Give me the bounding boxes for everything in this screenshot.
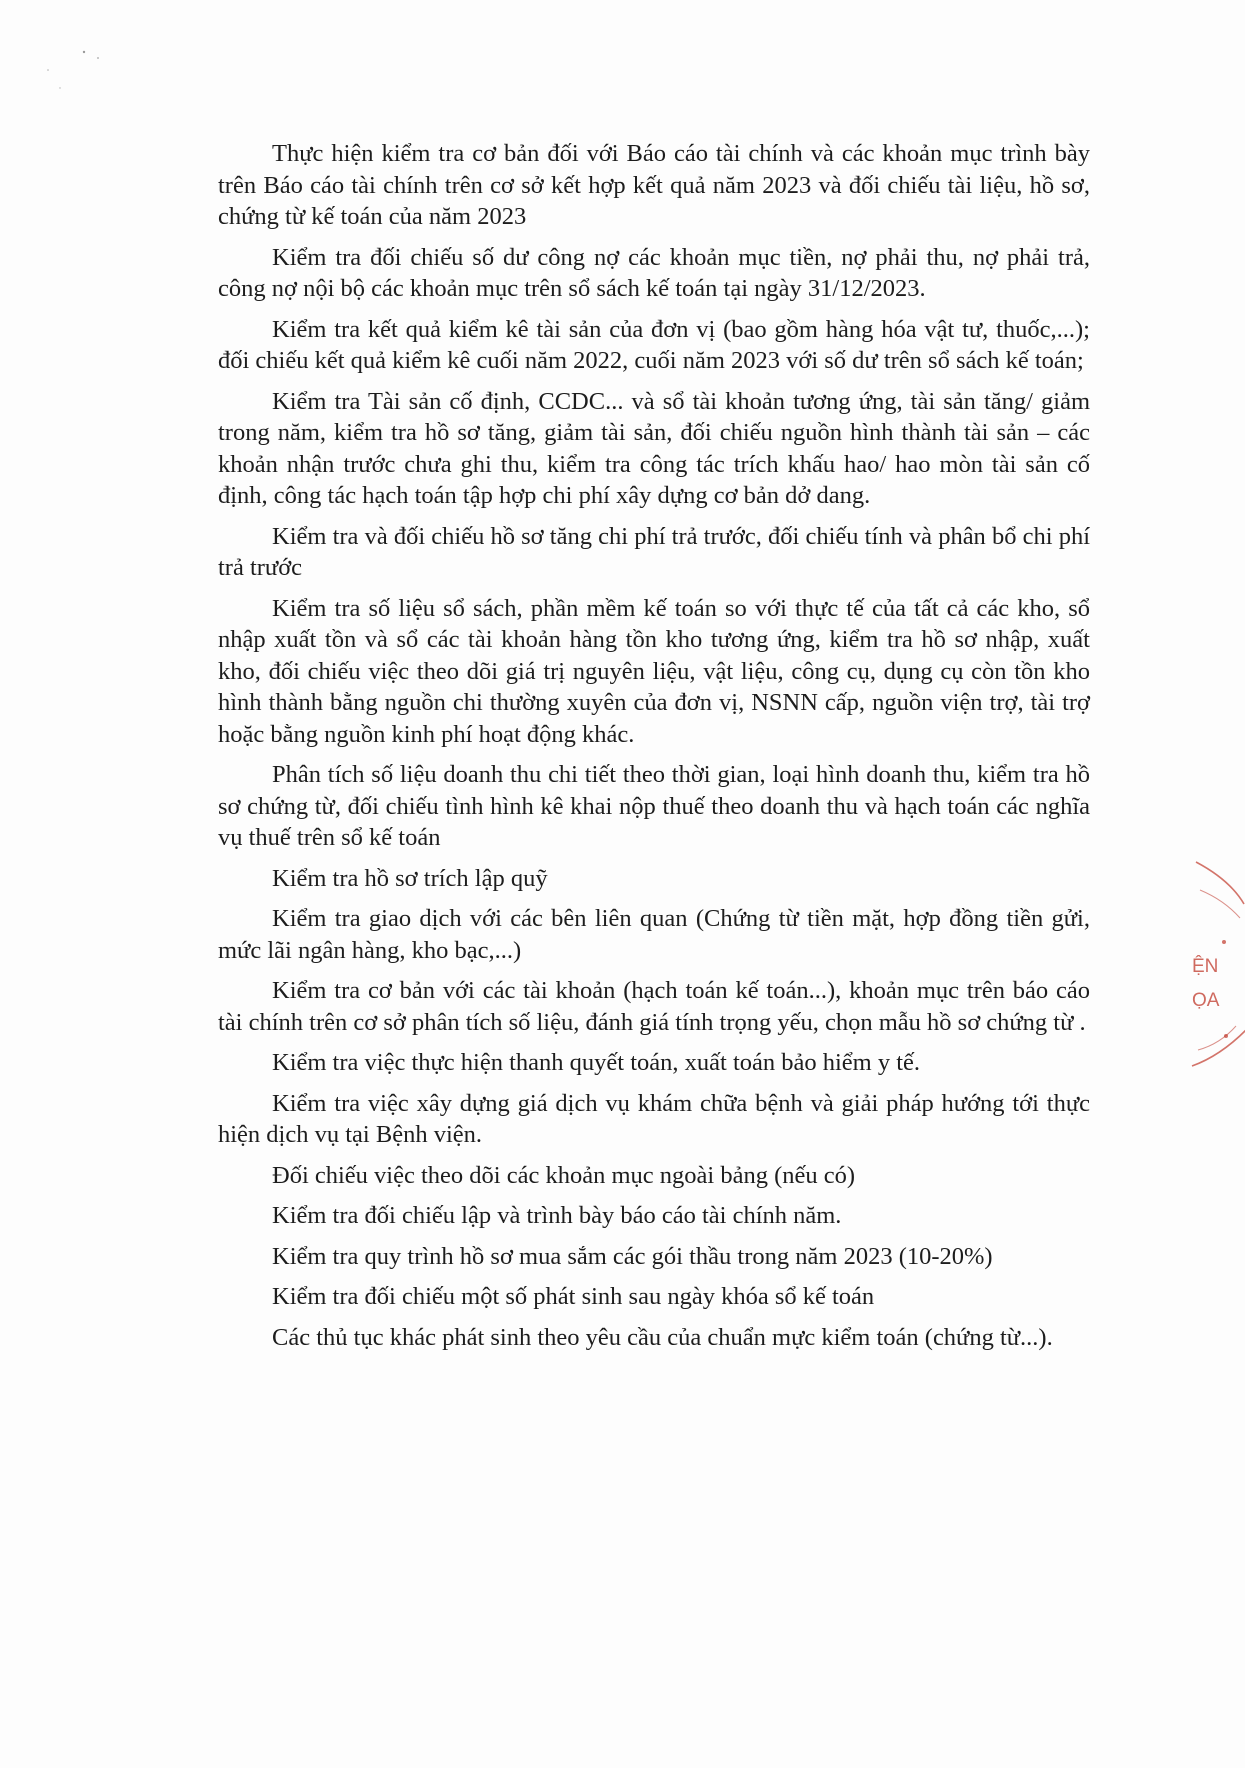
scan-specks — [40, 48, 120, 108]
paragraph: Kiểm tra kết quả kiểm kê tài sản của đơn vị (bao gồm hàng hóa vật tư, thuốc,...); đối chiếu kết quả kiểm kê cuối năm 2022, cuối năm 2023 với số dư trên sổ sách kế toán; — [218, 315, 1090, 374]
paragraph: Kiểm tra số liệu sổ sách, phần mềm kế toán so với thực tế của tất cả các kho, sổ nhập xuất tồn và sổ các tài khoản hàng tồn kho tương ứng, kiểm tra hồ sơ nhập, xuất kho, đối chiếu việc theo dõi giá trị nguyên liệu, vật liệu, công cụ, dụng cụ còn tồn kho hình thành bằng nguồn chi thường xuyên của đơn vị, NSNN cấp, nguồn viện trợ, tài trợ hoặc bằng nguồn kinh phí hoạt động khác. — [218, 594, 1090, 748]
paragraph: Kiểm tra việc thực hiện thanh quyết toán, xuất toán bảo hiểm y tế. — [272, 1049, 921, 1076]
paragraph: Kiểm tra Tài sản cố định, CCDC... và sổ tài khoản tương ứng, tài sản tăng/ giảm trong năm, kiểm tra hồ sơ tăng, giảm tài sản, đối chiếu nguồn hình thành tài sản – các khoản nhận trước chưa ghi thu, kiểm tra công tác trích khấu hao/ hao mòn tài sản cố định, công tác hạch toán tập hợp chi phí xây dựng cơ bản dở dang. — [218, 387, 1090, 509]
paragraph: Phân tích số liệu doanh thu chi tiết theo thời gian, loại hình doanh thu, kiểm tra hồ sơ chứng từ, đối chiếu tình hình kê khai nộp thuế theo doanh thu và hạch toán các nghĩa vụ thuế trên sổ kế toán — [218, 761, 1090, 851]
paragraph: Kiểm tra đối chiếu lập và trình bày báo cáo tài chính năm. — [272, 1202, 842, 1229]
paragraph: Kiểm tra đối chiếu một số phát sinh sau ngày khóa sổ kế toán — [272, 1283, 875, 1310]
stamp-text-line2: ỌA — [1192, 990, 1220, 1011]
stamp-text-line1: ỆN — [1192, 956, 1219, 977]
paragraph: Kiểm tra giao dịch với các bên liên quan (Chứng từ tiền mặt, hợp đồng tiền gửi, mức lãi ngân hàng, kho bạc,...) — [218, 905, 1090, 964]
paragraph: Kiểm tra đối chiếu số dư công nợ các khoản mục tiền, nợ phải thu, nợ phải trả, công nợ nội bộ các khoản mục trên sổ sách kế toán tại ngày 31/12/2023. — [218, 243, 1090, 302]
document-body — [218, 138, 1090, 1362]
paragraph: Kiểm tra và đối chiếu hồ sơ tăng chi phí trả trước, đối chiếu tính và phân bổ chi phí trả trước — [218, 522, 1090, 581]
paragraph: Các thủ tục khác phát sinh theo yêu cầu của chuẩn mực kiểm toán (chứng từ...). — [272, 1323, 1053, 1351]
paragraph: Kiểm tra quy trình hồ sơ mua sắm các gói thầu trong năm 2023 (10-20%) — [272, 1242, 993, 1270]
red-stamp-fragment — [1190, 860, 1245, 1070]
paragraph: Kiểm tra cơ bản với các tài khoản (hạch toán kế toán...), khoản mục trên báo cáo tài chính trên cơ sở phân tích số liệu, đánh giá tính trọng yếu, chọn mẫu hồ sơ chứng từ . — [218, 977, 1090, 1036]
paragraph: Thực hiện kiểm tra cơ bản đối với Báo cáo tài chính và các khoản mục trình bày trên Báo cáo tài chính trên cơ sở kết hợp kết quả năm 2023 và đối chiếu tài liệu, hồ sơ, chứng từ kế toán của năm 2023 — [218, 140, 1090, 230]
paragraph: Kiểm tra hồ sơ trích lập quỹ — [272, 864, 548, 892]
paragraph: Kiểm tra việc xây dựng giá dịch vụ khám chữa bệnh và giải pháp hướng tới thực hiện dịch vụ tại Bệnh viện. — [218, 1089, 1090, 1148]
paragraph: Đối chiếu việc theo dõi các khoản mục ngoài bảng (nếu có) — [272, 1161, 856, 1189]
